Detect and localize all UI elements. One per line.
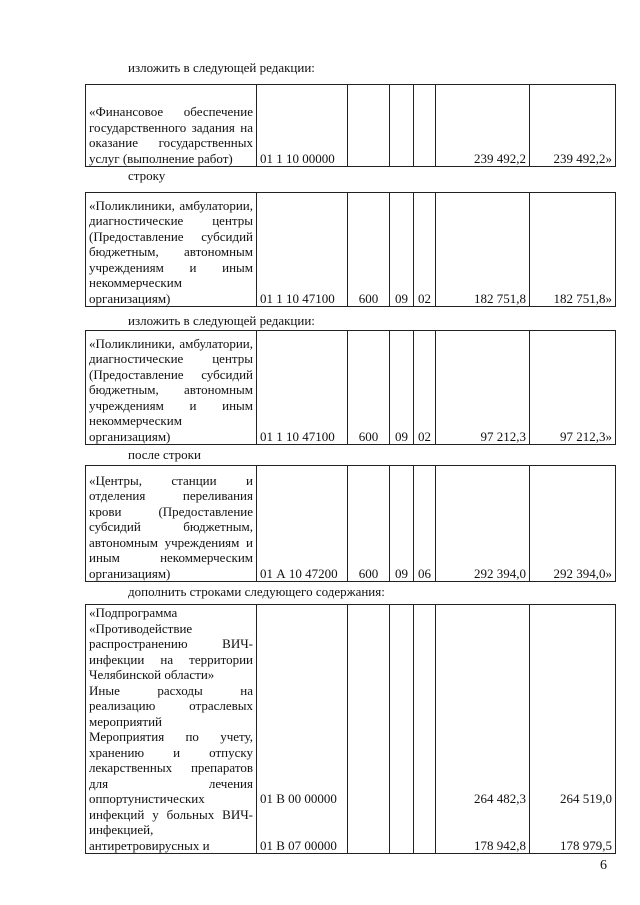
code-other-expenses: 01 В 07 00000: [260, 837, 337, 853]
row-code: 01 1 10 47100: [257, 193, 348, 307]
name-measures: Мероприятия по учету, хранению и отпуску лекарственных препаратов для лечения оппортунистических инфекций у больных ВИЧ-инфекцией, антиретровирусных и: [89, 729, 253, 853]
code-subprogram: 01 В 00 00000: [260, 791, 337, 806]
row-type: 600: [348, 331, 390, 445]
note-1: изложить в следующей редакции:: [128, 60, 315, 75]
row-subsection: 02: [414, 331, 436, 445]
table-2: [85, 192, 616, 307]
table-row: [86, 605, 616, 854]
table-4: [85, 465, 616, 582]
row-section: [390, 605, 414, 854]
name-subprogram: «Подпрограмма «Противодействие распространению ВИЧ-инфекции на территории Челябинской области»: [89, 605, 253, 682]
note-2: строку: [128, 168, 166, 183]
row-subsection: [414, 85, 436, 167]
row-subsection: 06: [414, 466, 436, 582]
row-name: «Финансовое обеспечение государственного задания на оказание государственных услуг (выполнение работ): [86, 85, 257, 167]
row-value-2: [530, 605, 616, 854]
value-1-subprogram: 264 482,3: [474, 791, 526, 806]
row-value-1: 182 751,8: [436, 193, 530, 307]
row-section: [390, 85, 414, 167]
table-1: [85, 84, 616, 167]
table-row: [86, 193, 616, 307]
value-2-subprogram: 264 519,0: [560, 791, 612, 806]
row-section: 09: [390, 331, 414, 445]
value-2-other-expenses: 178 979,5: [560, 837, 612, 853]
row-value-1: 292 394,0: [436, 466, 530, 582]
value-1-other-expenses: 178 942,8: [474, 837, 526, 853]
row-value-1: 239 492,2: [436, 85, 530, 167]
row-subsection: [414, 605, 436, 854]
note-3: изложить в следующей редакции:: [128, 313, 315, 328]
table-5: [85, 604, 616, 854]
row-section: 09: [390, 193, 414, 307]
table-3: [85, 330, 616, 445]
note-4: после строки: [128, 447, 201, 462]
name-other-expenses: Иные расходы на реализацию отраслевых мероприятий: [89, 682, 253, 729]
row-value-1: 97 212,3: [436, 331, 530, 445]
row-type: [348, 85, 390, 167]
row-subsection: 02: [414, 193, 436, 307]
row-name: [86, 605, 257, 854]
row-name: «Поликлиники, амбулатории, диагностические центры (Предоставление субсидий бюджетным, автономным учреждениям и иным некоммерческим организациям): [86, 331, 257, 445]
row-code: 01 1 10 47100: [257, 331, 348, 445]
note-5: дополнить строками следующего содержания:: [128, 584, 385, 599]
row-value-2: 292 394,0»: [530, 466, 616, 582]
row-code: 01 А 10 47200: [257, 466, 348, 582]
table-row: [86, 331, 616, 445]
row-value-1: [436, 605, 530, 854]
row-name: «Поликлиники, амбулатории, диагностические центры (Предоставление субсидий бюджетным, автономным учреждениям и иным некоммерческим организациям): [86, 193, 257, 307]
row-value-2: 239 492,2»: [530, 85, 616, 167]
row-type: [348, 605, 390, 854]
row-code: [257, 605, 348, 854]
row-value-2: 97 212,3»: [530, 331, 616, 445]
row-name: «Центры, станции и отделения переливания крови (Предоставление субсидий бюджетным, автономным учреждениям и иным некоммерческим организациям): [86, 466, 257, 582]
row-type: 600: [348, 466, 390, 582]
page-number: 6: [600, 858, 607, 873]
table-row: [86, 85, 616, 167]
row-value-2: 182 751,8»: [530, 193, 616, 307]
row-code: 01 1 10 00000: [257, 85, 348, 167]
row-section: 09: [390, 466, 414, 582]
row-type: 600: [348, 193, 390, 307]
table-row: [86, 466, 616, 582]
